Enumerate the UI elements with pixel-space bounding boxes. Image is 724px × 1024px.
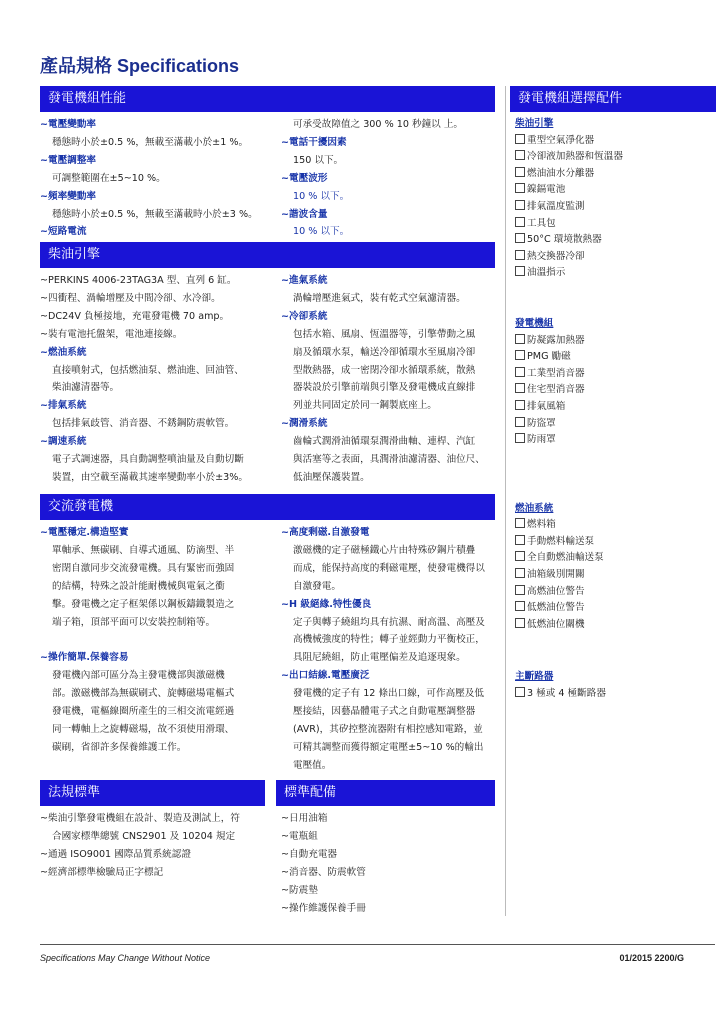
options-list — [515, 116, 715, 703]
body-line: 型散熱器，成一密閉冷卻水循環系統，散熱 — [293, 364, 476, 376]
body-line: 電子式調速器，具自動調整噴油量及自動切斷 — [52, 454, 244, 466]
option-item — [515, 166, 715, 183]
option-label: 低燃油位警告 — [527, 602, 585, 614]
list-item: ~四衝程、渦輪增壓及中間冷卻、水冷卻。 — [40, 292, 221, 304]
checkbox-icon — [515, 585, 525, 595]
option-item — [515, 517, 715, 534]
checkbox-icon — [515, 601, 525, 611]
section-header-alternator: 交流發電機 — [40, 494, 495, 520]
checkbox-icon — [515, 400, 525, 410]
option-item — [515, 249, 715, 266]
option-item — [515, 216, 715, 233]
option-label: 排氣風箱 — [527, 400, 566, 412]
body-line: 齒輪式潤滑油循環泵潤滑曲軸、連桿、汽缸 — [293, 436, 476, 448]
body-line: 擊。發電機之定子框架係以鋼板鑄鐵製造之 — [52, 598, 235, 610]
body-line: 10 % 以下。 — [293, 226, 350, 238]
option-item — [515, 550, 715, 567]
page-title: 產品規格 Specifications — [40, 56, 240, 76]
checkbox-icon — [515, 433, 525, 443]
option-label: 鎳鎘電池 — [527, 184, 566, 196]
option-label: 手動燃料輸送泵 — [527, 535, 595, 547]
body-line: 電壓值。 — [293, 759, 332, 771]
section-header-engine: 柴油引擎 — [40, 242, 495, 268]
subheading: ~電話干擾因素 — [281, 136, 347, 148]
subheading: ~操作簡單.保養容易 — [40, 652, 129, 664]
option-item — [515, 149, 715, 166]
list-item: ~電瓶組 — [281, 830, 318, 842]
subheading: ~電壓波形 — [281, 172, 328, 184]
subheading: ~冷卻系統 — [281, 310, 328, 322]
body-line: 單軸承、無碳刷、自導式通風、防滴型、半 — [52, 544, 235, 556]
body-line: 器裝設於引擎前端與引擎及發電機成直線排 — [293, 382, 476, 394]
body-line: 直接噴射式，包括燃油泵、燃油進、回油管、 — [52, 364, 244, 376]
body-line: 具阻尼繞組，防止電壓偏差及追逐現象。 — [293, 652, 466, 664]
body-line: 可精其調整而獲得額定電壓±5~10 %的輸出 — [293, 741, 484, 753]
option-label: 油溫指示 — [527, 267, 566, 279]
option-label: 防雨罩 — [527, 434, 556, 446]
option-item — [515, 600, 715, 617]
body-line: 壓接結，因藝晶體電子式之自動電壓調整器 — [293, 706, 476, 718]
list-item: ~操作維護保養手冊 — [281, 902, 366, 914]
body-line: 裝置，由空載至滿載其速率變動率小於±3%。 — [52, 471, 248, 483]
list-item: ~DC24V 負極接地，充電發電機 70 amp。 — [40, 310, 230, 322]
body-line: 自激發電。 — [293, 580, 341, 592]
body-line: 穩態時小於±0.5 %，無載至滿載小於±1 %。 — [52, 136, 249, 148]
checkbox-icon — [515, 367, 525, 377]
checkbox-icon — [515, 150, 525, 160]
option-group-title: 發電機組 — [515, 317, 554, 329]
body-line: 端子箱，頂部平面可以安裝控制箱等。 — [52, 616, 216, 628]
column-divider — [505, 86, 506, 916]
subheading: ~電壓穩定.構造堅實 — [40, 527, 129, 538]
option-item — [515, 567, 715, 584]
option-item — [515, 265, 715, 282]
list-item: ~PERKINS 4006-23TAG3A 型、直列 6 缸。 — [40, 275, 237, 286]
option-item — [515, 232, 715, 249]
footer-divider — [40, 944, 715, 945]
body-line: 部。激磁機部為無碳刷式、旋轉磁場電樞式 — [52, 688, 235, 700]
engine-right-column — [281, 272, 501, 487]
list-item: ~自動充電器 — [281, 848, 338, 860]
option-item — [515, 617, 715, 634]
body-line — [40, 631, 276, 649]
subheading: ~高度剩磁.自激發電 — [281, 527, 370, 538]
option-item — [515, 416, 715, 433]
option-label: 高燃油位警告 — [527, 585, 585, 597]
checkbox-icon — [515, 200, 525, 210]
performance-right-column — [281, 116, 501, 241]
subheading: ~電壓調整率 — [40, 154, 97, 166]
body-line: 同一轉軸上之旋轉磁場，故不須使用滑環、 — [52, 723, 235, 735]
section-header-performance: 發電機組性能 — [40, 86, 495, 112]
option-label: 防凝露加熱器 — [527, 334, 585, 346]
option-label: 全自動燃油輸送泵 — [527, 552, 604, 564]
checkbox-icon — [515, 535, 525, 545]
option-label: 熱交換器冷卻 — [527, 250, 585, 262]
alternator-left-column — [40, 524, 276, 757]
list-item: ~日用油箱 — [281, 813, 328, 824]
subheading: ~出口結線.電壓廣泛 — [281, 670, 370, 682]
subheading: ~頻率變動率 — [40, 190, 97, 202]
list-item: ~裝有電池托盤架，電池連接線。 — [40, 328, 183, 340]
body-line: 10 % 以下。 — [293, 190, 350, 202]
option-label: 冷卻液加熱器和恆溫器 — [527, 151, 623, 163]
body-line: 碳刷，省卻許多保養維護工作。 — [52, 741, 187, 753]
list-item: ~經濟部標準檢驗局正字標記 — [40, 866, 164, 878]
option-label: 排氣溫度監測 — [527, 200, 585, 212]
option-label: 防盜罩 — [527, 417, 556, 429]
body-line: 合國家標準總號 CNS2901 及 10204 規定 — [52, 830, 236, 842]
body-line: 可承受故障值之 300 % 10 秒鐘以 上。 — [293, 119, 464, 130]
footer-notice: Specifications May Change Without Notice — [40, 953, 211, 963]
section-header-standard-config: 標準配備 — [276, 780, 495, 806]
body-line: (AVR)，其矽控整流器附有相控感知電路，並 — [293, 723, 483, 735]
option-item — [515, 366, 715, 383]
checkbox-icon — [515, 518, 525, 528]
option-label: 燃料箱 — [527, 519, 556, 531]
option-item — [515, 133, 715, 150]
subheading: ~進氣系統 — [281, 275, 328, 286]
body-line: 發電機內部可區分為主發電機部與激磁機 — [52, 670, 225, 682]
subheading: ~H 級絕緣.特性優良 — [281, 598, 372, 610]
body-line: 發電機的定子有 12 條出口線，可作高壓及低 — [293, 688, 484, 700]
checkbox-icon — [515, 183, 525, 193]
checkbox-icon — [515, 217, 525, 227]
option-item — [515, 584, 715, 601]
option-label: 3 極或 4 極斷路器 — [527, 688, 606, 700]
option-group-title: 燃油系統 — [515, 502, 554, 514]
checkbox-icon — [515, 568, 525, 578]
performance-left-column — [40, 116, 276, 241]
checkbox-icon — [515, 687, 525, 697]
checkbox-icon — [515, 250, 525, 260]
checkbox-icon — [515, 167, 525, 177]
option-item — [515, 349, 715, 366]
body-line: 列並共同固定於同一鋼製底座上。 — [293, 400, 437, 412]
option-group-title: 柴油引擎 — [515, 118, 554, 129]
subheading: ~燃油系統 — [40, 346, 87, 358]
option-label: 重型空氣淨化器 — [527, 134, 595, 146]
option-label: 住宅型消音器 — [527, 384, 585, 396]
body-line: 密閉自激同步交流發電機。具有緊密而強固 — [52, 562, 235, 574]
body-line: 包括水箱、風扇、恆溫器等，引擎帶動之風 — [293, 328, 476, 340]
checkbox-icon — [515, 618, 525, 628]
list-item: ~消音器、防震軟管 — [281, 866, 366, 878]
subheading: ~電壓變動率 — [40, 119, 97, 130]
regulations-list — [40, 810, 276, 882]
body-line: 穩態時小於±0.5 %，無載至滿載時小於±3 %。 — [52, 208, 258, 220]
option-item — [515, 182, 715, 199]
standard-config-list — [281, 810, 501, 917]
body-line: 高機械強度的特性；轉子並經動力平衡校正， — [293, 634, 485, 646]
body-line: 的結構，特殊之設計能耐機械與電氣之衝 — [52, 580, 225, 592]
checkbox-icon — [515, 134, 525, 144]
body-line: 低油壓保護裝置。 — [293, 471, 370, 483]
list-item: ~防震墊 — [281, 884, 318, 896]
subheading: ~排氣系統 — [40, 400, 87, 412]
option-item — [515, 399, 715, 416]
option-item — [515, 382, 715, 399]
body-line: 包括排氣歧管、消音器、不銹鋼防震軟管。 — [52, 418, 235, 430]
checkbox-icon — [515, 417, 525, 427]
body-line: 150 以下。 — [293, 154, 344, 166]
body-line: 渦輪增壓進氣式，裝有乾式空氣濾清器。 — [293, 292, 466, 304]
list-item: ~柴油引擎發電機組在設計、製造及測試上，符 — [40, 813, 240, 824]
body-line: 發電機，電樞線圈所產生的三相交流電經過 — [52, 706, 235, 718]
checkbox-icon — [515, 334, 525, 344]
body-line: 而成，能保持高度的剩磁電壓，使發電機得以 — [293, 562, 485, 574]
engine-left-column — [40, 272, 276, 487]
body-line: 扇及循環水泵，輸送冷卻循環水至風扇冷卻 — [293, 346, 476, 358]
option-item — [515, 333, 715, 350]
option-group-title: 主斷路器 — [515, 671, 554, 683]
option-item — [515, 686, 715, 703]
body-line: 與活塞等之表面，具潤滑油濾清器、油位尺、 — [293, 454, 485, 466]
checkbox-icon — [515, 551, 525, 561]
subheading: ~潤滑系統 — [281, 418, 328, 430]
body-line: 定子與轉子繞組均具有抗濕、耐高溫、高壓及 — [293, 616, 485, 628]
body-line: 柴油濾清器等。 — [52, 382, 120, 394]
subheading: ~調速系統 — [40, 436, 87, 448]
checkbox-icon — [515, 233, 525, 243]
checkbox-icon — [515, 266, 525, 276]
option-label: 50°C 環境散熱器 — [527, 234, 602, 246]
checkbox-icon — [515, 350, 525, 360]
option-label: 工業型消音器 — [527, 367, 585, 379]
subheading: ~短路電流 — [40, 226, 87, 238]
option-item — [515, 534, 715, 551]
checkbox-icon — [515, 383, 525, 393]
section-header-options: 發電機組選擇配件 — [510, 86, 716, 112]
option-label: 工具包 — [527, 217, 556, 229]
body-line: 激磁機的定子磁極鐵心片由特殊矽鋼片積疊 — [293, 544, 476, 556]
option-label: PMG 勵磁 — [527, 351, 571, 363]
option-item — [515, 199, 715, 216]
body-line: 可調整範圍在±5~10 %。 — [52, 172, 166, 184]
subheading: ~諧波含量 — [281, 208, 328, 220]
option-item — [515, 432, 715, 449]
footer-code: 01/2015 2200/G — [619, 953, 684, 963]
option-label: 油箱級別開關 — [527, 569, 585, 581]
section-header-regulations: 法規標準 — [40, 780, 265, 806]
alternator-right-column — [281, 524, 501, 775]
list-item: ~通過 ISO9001 國際品質系統認證 — [40, 848, 191, 860]
option-label: 低燃油位關機 — [527, 618, 585, 630]
option-label: 燃油油水分離器 — [527, 167, 595, 179]
